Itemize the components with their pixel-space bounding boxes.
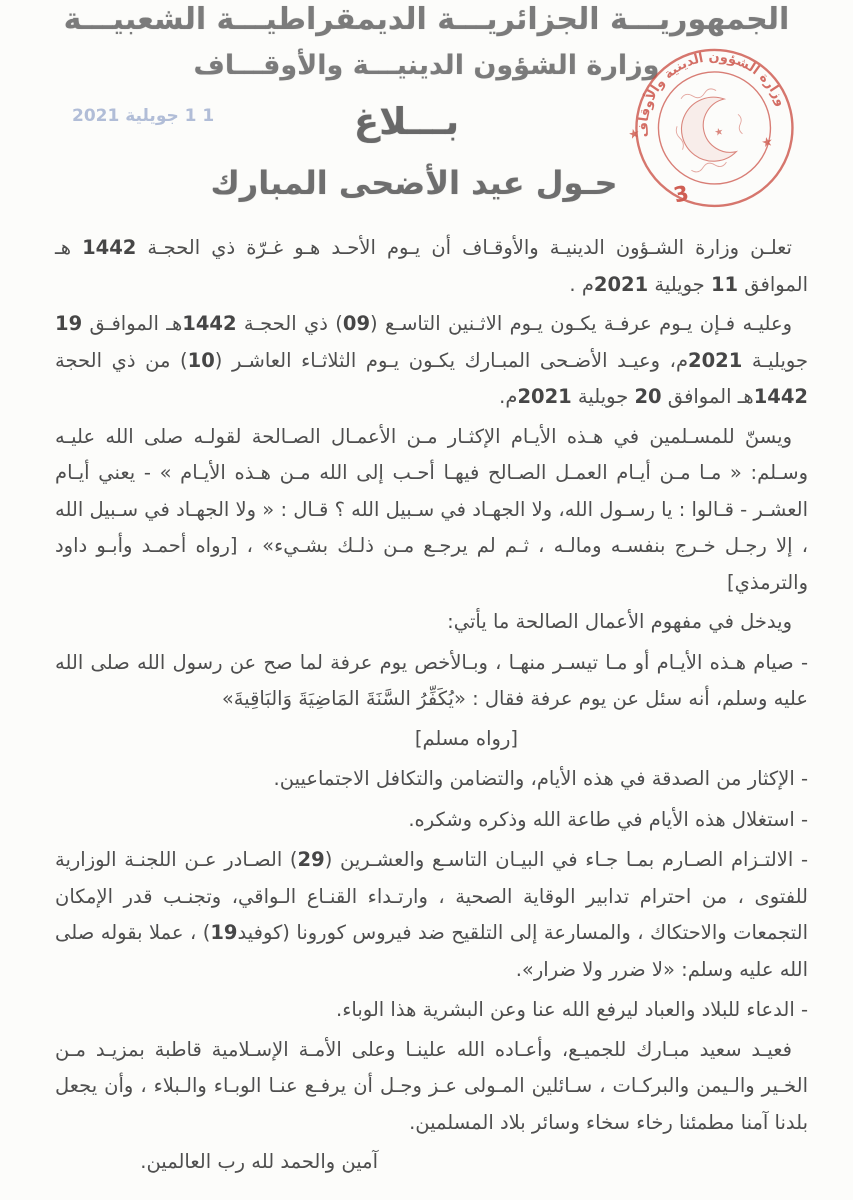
seal-star-right-icon: ★ [759, 134, 775, 152]
bullet-covid-measures: - الالتـزام الصـارم بمـا جـاء في البيـان التاسـع والعشـرين (29) الصـادر عـن اللجنـة الوزارية للفتوى ، من احترام تدابير الوقاية الصحية ، وارتـداء القنـاع الـواقي، وتجنـب قدر الإمكان التجمعات والاحتكاك ، والمسارعة إلى التلقيح ضد فيروس كورونا (كوفيد19) ، عملا بقوله صلى الله عليه وسلم: «لا ضرر ولا ضرار». [55, 848, 808, 981]
document-body [55, 230, 808, 1184]
paragraph-closing: فعيـد سعيد مبـارك للجميـع، وأعـاده الله علينـا وعلى الأمـة الإسـلامية قاطبة بمزيـد مـن الخـير والـيمن والبركـات ، سـائلين المـولى عـز وجـل أن يرفـع عنـا الوبـاء والـبلاء ، وأن يجعل بلدنا آمنا مطمئنا رخاء سخاء وسائر بلاد المسلمين. [55, 1037, 808, 1134]
paragraph-announcement: تعلـن وزارة الشـؤون الدينيـة والأوقـاف أن يـوم الأحـد هـو غـرّة ذي الحجـة 1442 هـ الموافق 11 جويلية 2021م . [55, 236, 808, 296]
paragraph-hadith: ويسنّ للمسـلمين في هـذه الأيـام الإكثـار مـن الأعمـال الصـالحة لقولـه صلى الله عليـه وسـلم: « مـا مـن أيـام العمـل الصـالح فيهـا أحـب إلى الله مـن هـذه الأيـام » - يعني أيـام العشـر - قـالوا : يا رسـول الله، ولا الجهـاد في سـبيل الله ؟ قـال : « ولا الجهـاد في سـبيل الله ، إلا رجـل خـرج بنفسـه ومالـه ، ثـم لم يرجـع مـن ذلـك بشـيء» ، [رواه أحمـد وأبـو داود والترمذي] [55, 424, 808, 594]
document-title: بـــلاغ [353, 100, 460, 143]
bullet-obedience: - استغلال هذه الأيام في طاعة الله وذكره وشكره. [408, 807, 808, 831]
republic-name-header: الجمهوريـــة الجزائريـــة الديمقراطيـــة الشعبيـــة [63, 2, 790, 37]
ministry-name-header: وزارة الشؤون الدينيـــة والأوقـــاف [193, 50, 660, 81]
amen-line: آمين والحمد لله رب العالمين. [140, 1150, 378, 1173]
svg-text:★: ★ [713, 126, 725, 139]
paragraph-eid-dates: وعليـه فـإن يـوم عرفـة يكـون يـوم الاثـنين التاسـع (09) ذي الحجـة 1442هـ الموافـق 19 جويليـة 2021م، وعيـد الأضـحى المبـارك يكـون يـوم الثلاثـاء العاشـر (10) من ذي الحجة 1442هـ الموافق 20 جويلية 2021م. [55, 312, 808, 408]
seal-star-left-icon: ★ [626, 126, 642, 144]
bullet-supplication: - الدعاء للبلاد والعباد ليرفع الله عنا وعن البشرية هذا الوباء. [336, 998, 808, 1021]
bullet-fasting: - صيام هـذه الأيـام أو مـا تيسـر منهـا ، وبـالأخص يوم عرفة لما صح عن رسول الله صلى الله عليه وسلم، أنه سئل عن يوم عرفة فقال : «يُكَفِّرُ السَّنَةَ المَاضِيَةَ وَالبَاقِيةَ» [55, 650, 808, 710]
hadith-reference-muslim: [رواه مسلم] [414, 726, 518, 750]
document-subtitle: حـول عيد الأضحى المبارك [210, 164, 618, 202]
seal-number: 3 [671, 180, 691, 208]
seal-ring-text: وزارة الشؤون الدينية والأوقاف [636, 49, 789, 138]
date-stamp: 1 1 جويلية 2021 [72, 106, 215, 126]
list-intro: ويدخل في مفهوم الأعمال الصالحة ما يأتي: [447, 610, 792, 633]
bullet-charity: - الإكثار من الصدقة في هذه الأيام، والتضامن والتكافل الاجتماعيين. [273, 767, 808, 790]
